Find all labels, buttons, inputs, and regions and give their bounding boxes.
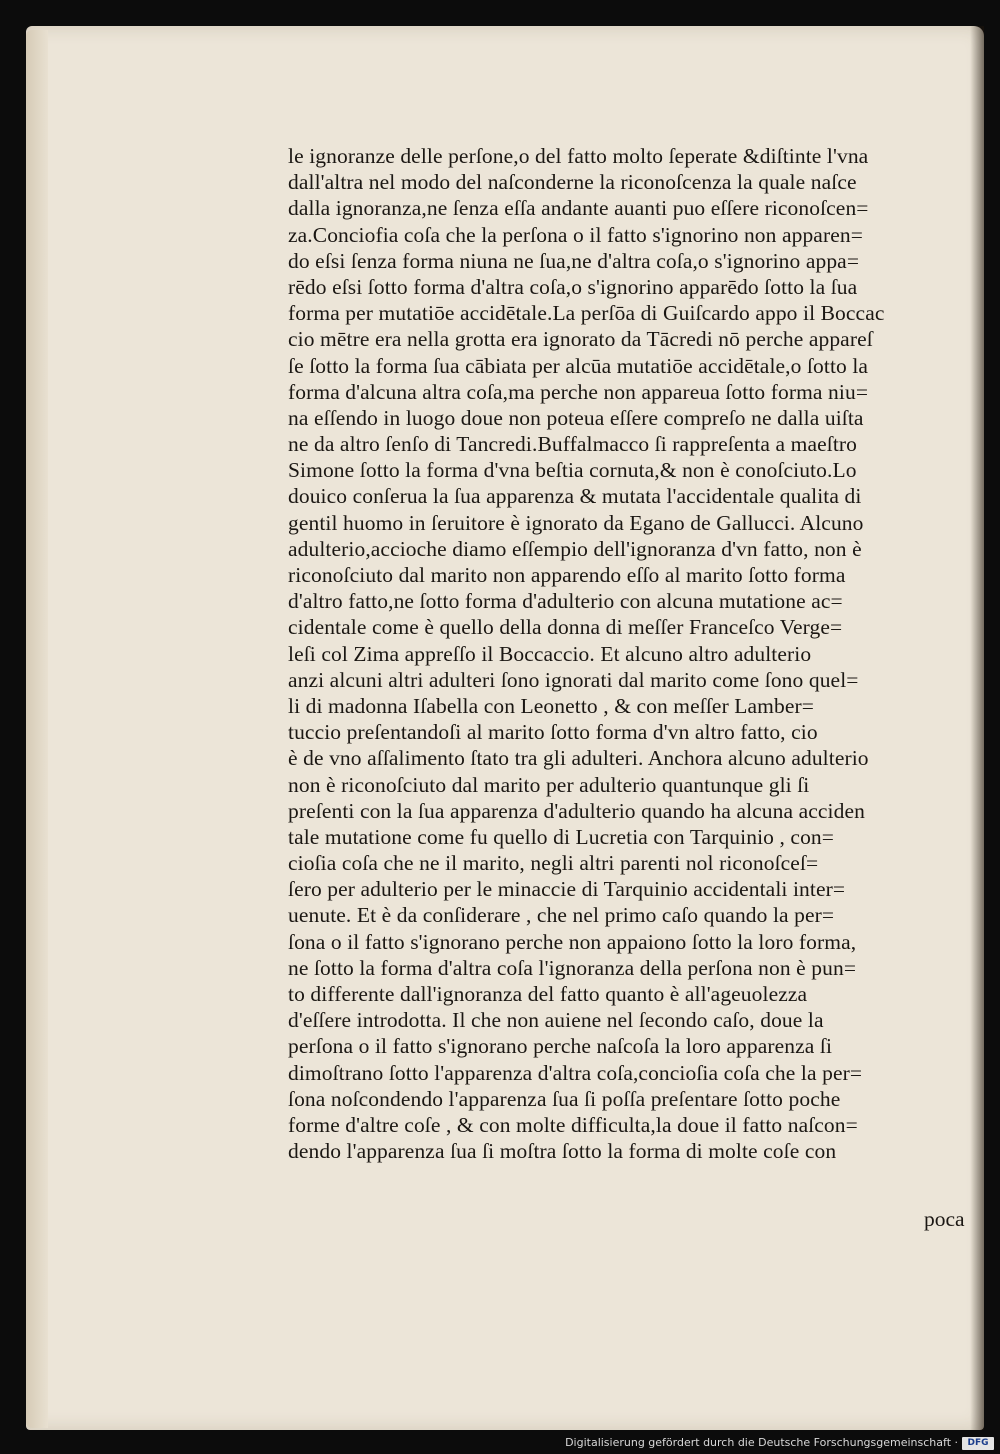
text-line: ſero per adulterio per le minaccie di Tarquinio accidentali inter= [288, 877, 846, 902]
text-line: do eſsi ſenza forma niuna ne ſua,ne d'altra coſa,o s'ignorino appa= [288, 248, 860, 273]
text-line: dimoſtrano ſotto l'apparenza d'altra coſa,concioſia coſa che la per= [288, 1060, 863, 1085]
text-line: forma per mutatiōe accidētale.La perſōa di Guiſcardo appo il Boccac [288, 301, 885, 326]
text-line: cio mētre era nella grotta era ignorato da Tācredi nō perche appareſ [288, 327, 873, 352]
text-line: riconoſciuto dal marito non apparendo eſſo al marito ſotto forma [288, 563, 846, 587]
digitization-credit: Digitalisierung gefördert durch die Deutsche Forschungsgemeinschaft · [565, 1436, 958, 1449]
text-line: to differente dall'ignoranza del fatto quanto è all'ageuolezza [288, 982, 808, 1006]
text-line: cioſia coſa che ne il marito, negli altri parenti nol riconoſceſ= [288, 851, 819, 876]
text-line: forme d'altre coſe , & con molte difficulta,la doue il fatto naſcon= [288, 1112, 858, 1137]
text-line: forma d'alcuna altra coſa,ma perche non appareua ſotto forma niu= [288, 379, 869, 404]
text-line: anzi alcuni altri adulteri ſono ignorati dal marito come ſono quel= [288, 667, 859, 692]
text-line: za.Conciofia coſa che la perſona o il fatto s'ignorino non apparen= [288, 222, 863, 247]
text-line: ſe ſotto la forma ſua cābiata per alcūa mutatiōe accidētale,o ſotto la [288, 353, 869, 378]
catchword: poca [924, 1207, 965, 1231]
text-line: leſi col Zima appreſſo il Boccaccio. Et alcuno altro adulterio [288, 641, 812, 666]
text-line: ne ſotto la forma d'altra coſa l'ignoranza della perſona non è pun= [288, 955, 857, 980]
text-line: douico conſerua la ſua apparenza & mutata l'accidentale qualita di [288, 484, 862, 509]
text-line: rēdo eſsi ſotto forma d'altra coſa,o s'ignorino apparēdo ſotto la ſua [288, 274, 858, 299]
text-line: le ignoranze delle perſone,o del fatto molto ſeperate &diſtinte l'vna [288, 144, 869, 168]
page-edge [26, 30, 48, 1428]
footer-bar [0, 1430, 1000, 1454]
text-line: non è riconoſciuto dal marito per adulterio quantunque gli ſi [288, 772, 810, 797]
text-line: gentil huomo in ſeruitore è ignorato da Egano de Gallucci. Alcuno [288, 510, 864, 535]
text-line: dendo l'apparenza ſua ſi moſtra ſotto la forma di molte coſe con [288, 1139, 837, 1164]
text-line: adulterio,accioche diamo eſſempio dell'ignoranza d'vn fatto, non è [288, 536, 862, 561]
text-line: na eſſendo in luogo doue non poteua eſſere compreſo ne dalla uiſta [288, 405, 864, 430]
text-line: dall'altra nel modo del naſconderne la riconoſcenza la quale naſce [288, 170, 857, 195]
text-line: è de vno aſſalimento ſtato tra gli adulteri. Anchora alcuno adulterio [288, 746, 869, 771]
text-line: dalla ignoranza,ne ſenza eſſa andante auanti puo eſſere riconoſcen= [288, 196, 869, 221]
text-line: d'altro fatto,ne ſotto forma d'adulterio con alcuna mutatione ac= [288, 589, 843, 614]
page-text [288, 143, 978, 1164]
text-line: cidentale come è quello della donna di meſſer Franceſco Verge= [288, 615, 843, 640]
text-line: ſona noſcondendo l'apparenza ſua ſi poſſa preſentare ſotto poche [288, 1086, 841, 1111]
text-line: Simone ſotto la forma d'vna beſtia cornuta,& non è conoſciuto.Lo [288, 458, 857, 483]
text-line: perſona o il fatto s'ignorano perche naſcoſa la loro apparenza ſi [288, 1034, 833, 1059]
text-line: tuccio preſentandoſi al marito ſotto forma d'vn altro fatto, cio [288, 720, 818, 745]
text-line: ſona o il fatto s'ignorano perche non appaiono ſotto la loro forma, [288, 929, 857, 954]
text-line: li di madonna Iſabella con Leonetto , & con meſſer Lamber= [288, 693, 814, 718]
text-line: ne da altro ſenſo di Tancredi.Buffalmacco ſi rappreſenta a maeſtro [288, 432, 858, 457]
text-line: preſenti con la ſua apparenza d'adulterio quando ha alcuna acciden [288, 798, 865, 823]
dfg-logo: DFG [962, 1437, 994, 1450]
text-line: tale mutatione come fu quello di Lucretia con Tarquinio , con= [288, 824, 834, 849]
text-line: uenute. Et è da conſiderare , che nel primo caſo quando la per= [288, 903, 835, 928]
text-line: d'eſſere introdotta. Il che non auiene nel ſecondo caſo, doue la [288, 1008, 824, 1033]
